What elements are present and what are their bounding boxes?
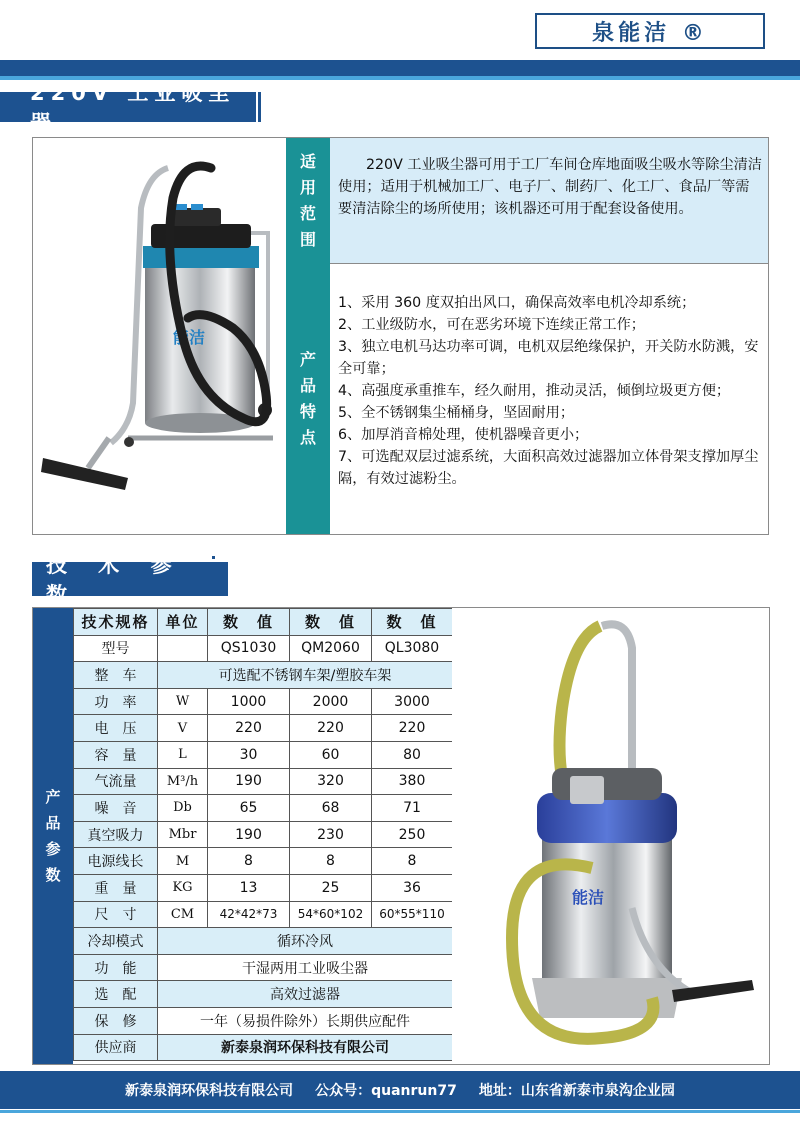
value-cell: 30 xyxy=(208,741,290,768)
footer-bar xyxy=(0,1071,800,1109)
row-label: 保 修 xyxy=(74,1007,158,1034)
value-cell: 25 xyxy=(290,874,372,901)
value-cell: 42*42*73 xyxy=(208,901,290,928)
table-row xyxy=(74,874,453,901)
span-cell: 高效过滤器 xyxy=(158,981,453,1008)
value-cell: 3000 xyxy=(372,688,453,715)
unit-cell: W xyxy=(158,688,208,715)
product-photo-small-vacuum xyxy=(452,608,769,1064)
params-label: 产 品 参 数 xyxy=(33,608,73,1064)
feature-item: 1、采用 360 度双拍出风口，确保高效率电机冷却系统； xyxy=(338,295,696,311)
value-cell: 13 xyxy=(208,874,290,901)
row-label: 功 率 xyxy=(74,688,158,715)
value-cell: 8 xyxy=(208,848,290,875)
model-cell: QM2060 xyxy=(290,635,372,662)
value-cell: 220 xyxy=(372,715,453,742)
unit-cell: M³/h xyxy=(158,768,208,795)
value-cell: 250 xyxy=(372,821,453,848)
table-row xyxy=(74,688,453,715)
row-label: 噪 音 xyxy=(74,795,158,822)
unit-cell: CM xyxy=(158,901,208,928)
value-cell: 220 xyxy=(208,715,290,742)
value-cell: 230 xyxy=(290,821,372,848)
scope-text: 220V 工业吸尘器可用于工厂车间仓库地面吸尘吸水等除尘清洁使用；适用于机械加工厂、电子厂、制药厂、化工厂、食品厂等需要清洁除尘的场所使用；该机器还可用于配套设备使用。 xyxy=(338,157,762,217)
unit-cell: KG xyxy=(158,874,208,901)
table-row xyxy=(74,662,453,689)
span-cell: 新泰泉润环保科技有限公司 xyxy=(158,1034,453,1061)
table-row xyxy=(74,741,453,768)
value-cell: 60*55*110 xyxy=(372,901,453,928)
row-label: 供应商 xyxy=(74,1034,158,1061)
table-row xyxy=(74,635,453,662)
value-cell: 2000 xyxy=(290,688,372,715)
row-label: 尺 寸 xyxy=(74,901,158,928)
value-cell: 71 xyxy=(372,795,453,822)
unit-cell xyxy=(158,635,208,662)
section-title-product: 220V 工业吸尘器 xyxy=(0,92,256,122)
table-row xyxy=(74,848,453,875)
feature-item: 5、全不锈钢集尘桶桶身，坚固耐用； xyxy=(338,405,575,421)
row-label: 功 能 xyxy=(74,954,158,981)
unit-cell: V xyxy=(158,715,208,742)
model-cell: QS1030 xyxy=(208,635,290,662)
value-cell: 220 xyxy=(290,715,372,742)
table-row xyxy=(74,795,453,822)
value-cell: 36 xyxy=(372,874,453,901)
table-row xyxy=(74,901,453,928)
footer-address: 地址：山东省新泰市泉沟企业园 xyxy=(478,1083,675,1099)
table-row xyxy=(74,954,453,981)
row-label: 选 配 xyxy=(74,981,158,1008)
decorative-dot xyxy=(212,556,215,559)
span-cell: 循环冷风 xyxy=(158,928,453,955)
value-cell: 8 xyxy=(372,848,453,875)
model-cell: QL3080 xyxy=(372,635,453,662)
header-cell: 数 值 xyxy=(208,609,290,636)
table-row xyxy=(74,821,453,848)
feature-item: 3、独立电机马达功率可调，电机双层绝缘保护，开关防水防溅，安全可靠； xyxy=(338,339,759,377)
brand-logo-box xyxy=(535,13,765,49)
value-cell: 54*60*102 xyxy=(290,901,372,928)
header-cell: 单位 xyxy=(158,609,208,636)
footer-wechat: 公众号：quanrun77 xyxy=(315,1083,457,1099)
tank-logo-text: 能洁 xyxy=(173,328,206,347)
row-label: 冷却模式 xyxy=(74,928,158,955)
section-title-marker xyxy=(258,92,261,122)
table-header-row xyxy=(74,609,453,636)
header-cell: 数 值 xyxy=(290,609,372,636)
value-cell: 190 xyxy=(208,821,290,848)
span-cell: 干湿两用工业吸尘器 xyxy=(158,954,453,981)
feature-item: 4、高强度承重推车，经久耐用，推动灵活，倾倒垃圾更方便； xyxy=(338,383,731,399)
row-label: 整 车 xyxy=(74,662,158,689)
feature-item: 7、可选配双层过滤系统，大面积高效过滤器加立体骨架支撑加厚尘隔，有效过滤粉尘。 xyxy=(338,449,759,487)
table-row xyxy=(74,1034,453,1061)
row-label: 电 压 xyxy=(74,715,158,742)
value-cell: 320 xyxy=(290,768,372,795)
footer-company: 新泰泉润环保科技有限公司 xyxy=(125,1083,294,1099)
header-cell: 技术规格 xyxy=(74,609,158,636)
header-stripe xyxy=(0,60,800,76)
unit-cell: Db xyxy=(158,795,208,822)
unit-cell: M xyxy=(158,848,208,875)
value-cell: 8 xyxy=(290,848,372,875)
table-row xyxy=(74,928,453,955)
value-cell: 68 xyxy=(290,795,372,822)
table-row xyxy=(74,768,453,795)
value-cell: 65 xyxy=(208,795,290,822)
brand-name: 泉能洁 ® xyxy=(592,20,708,46)
section-title-specs: 技 术 参 数 xyxy=(32,562,228,596)
row-label: 真空吸力 xyxy=(74,821,158,848)
value-cell: 380 xyxy=(372,768,453,795)
table-row xyxy=(74,1007,453,1034)
value-cell: 60 xyxy=(290,741,372,768)
feature-item: 6、加厚消音棉处理，使机器噪音更小； xyxy=(338,427,589,443)
span-cell: 可选配不锈钢车架/塑胶车架 xyxy=(158,662,453,689)
tank-logo-text: 能洁 xyxy=(572,888,605,907)
value-cell: 80 xyxy=(372,741,453,768)
span-cell: 一年（易损件除外）长期供应配件 xyxy=(158,1007,453,1034)
product-photo-large-vacuum xyxy=(33,138,286,534)
features-list xyxy=(338,292,766,490)
row-label: 容 量 xyxy=(74,741,158,768)
feature-item: 2、工业级防水，可在恶劣环境下连续正常工作； xyxy=(338,317,645,333)
unit-cell: Mbr xyxy=(158,821,208,848)
row-label: 电源线长 xyxy=(74,848,158,875)
table-row xyxy=(74,981,453,1008)
value-cell: 190 xyxy=(208,768,290,795)
row-label: 型号 xyxy=(74,635,158,662)
features-label: 产 品 特 点 xyxy=(286,264,330,534)
header-cell: 数 值 xyxy=(372,609,453,636)
unit-cell: L xyxy=(158,741,208,768)
table-row xyxy=(74,715,453,742)
footer-accent-line xyxy=(0,1110,800,1113)
scope-label: 适 用 范 围 xyxy=(286,138,330,264)
value-cell: 1000 xyxy=(208,688,290,715)
spec-table xyxy=(73,608,453,1061)
row-label: 气流量 xyxy=(74,768,158,795)
row-label: 重 量 xyxy=(74,874,158,901)
